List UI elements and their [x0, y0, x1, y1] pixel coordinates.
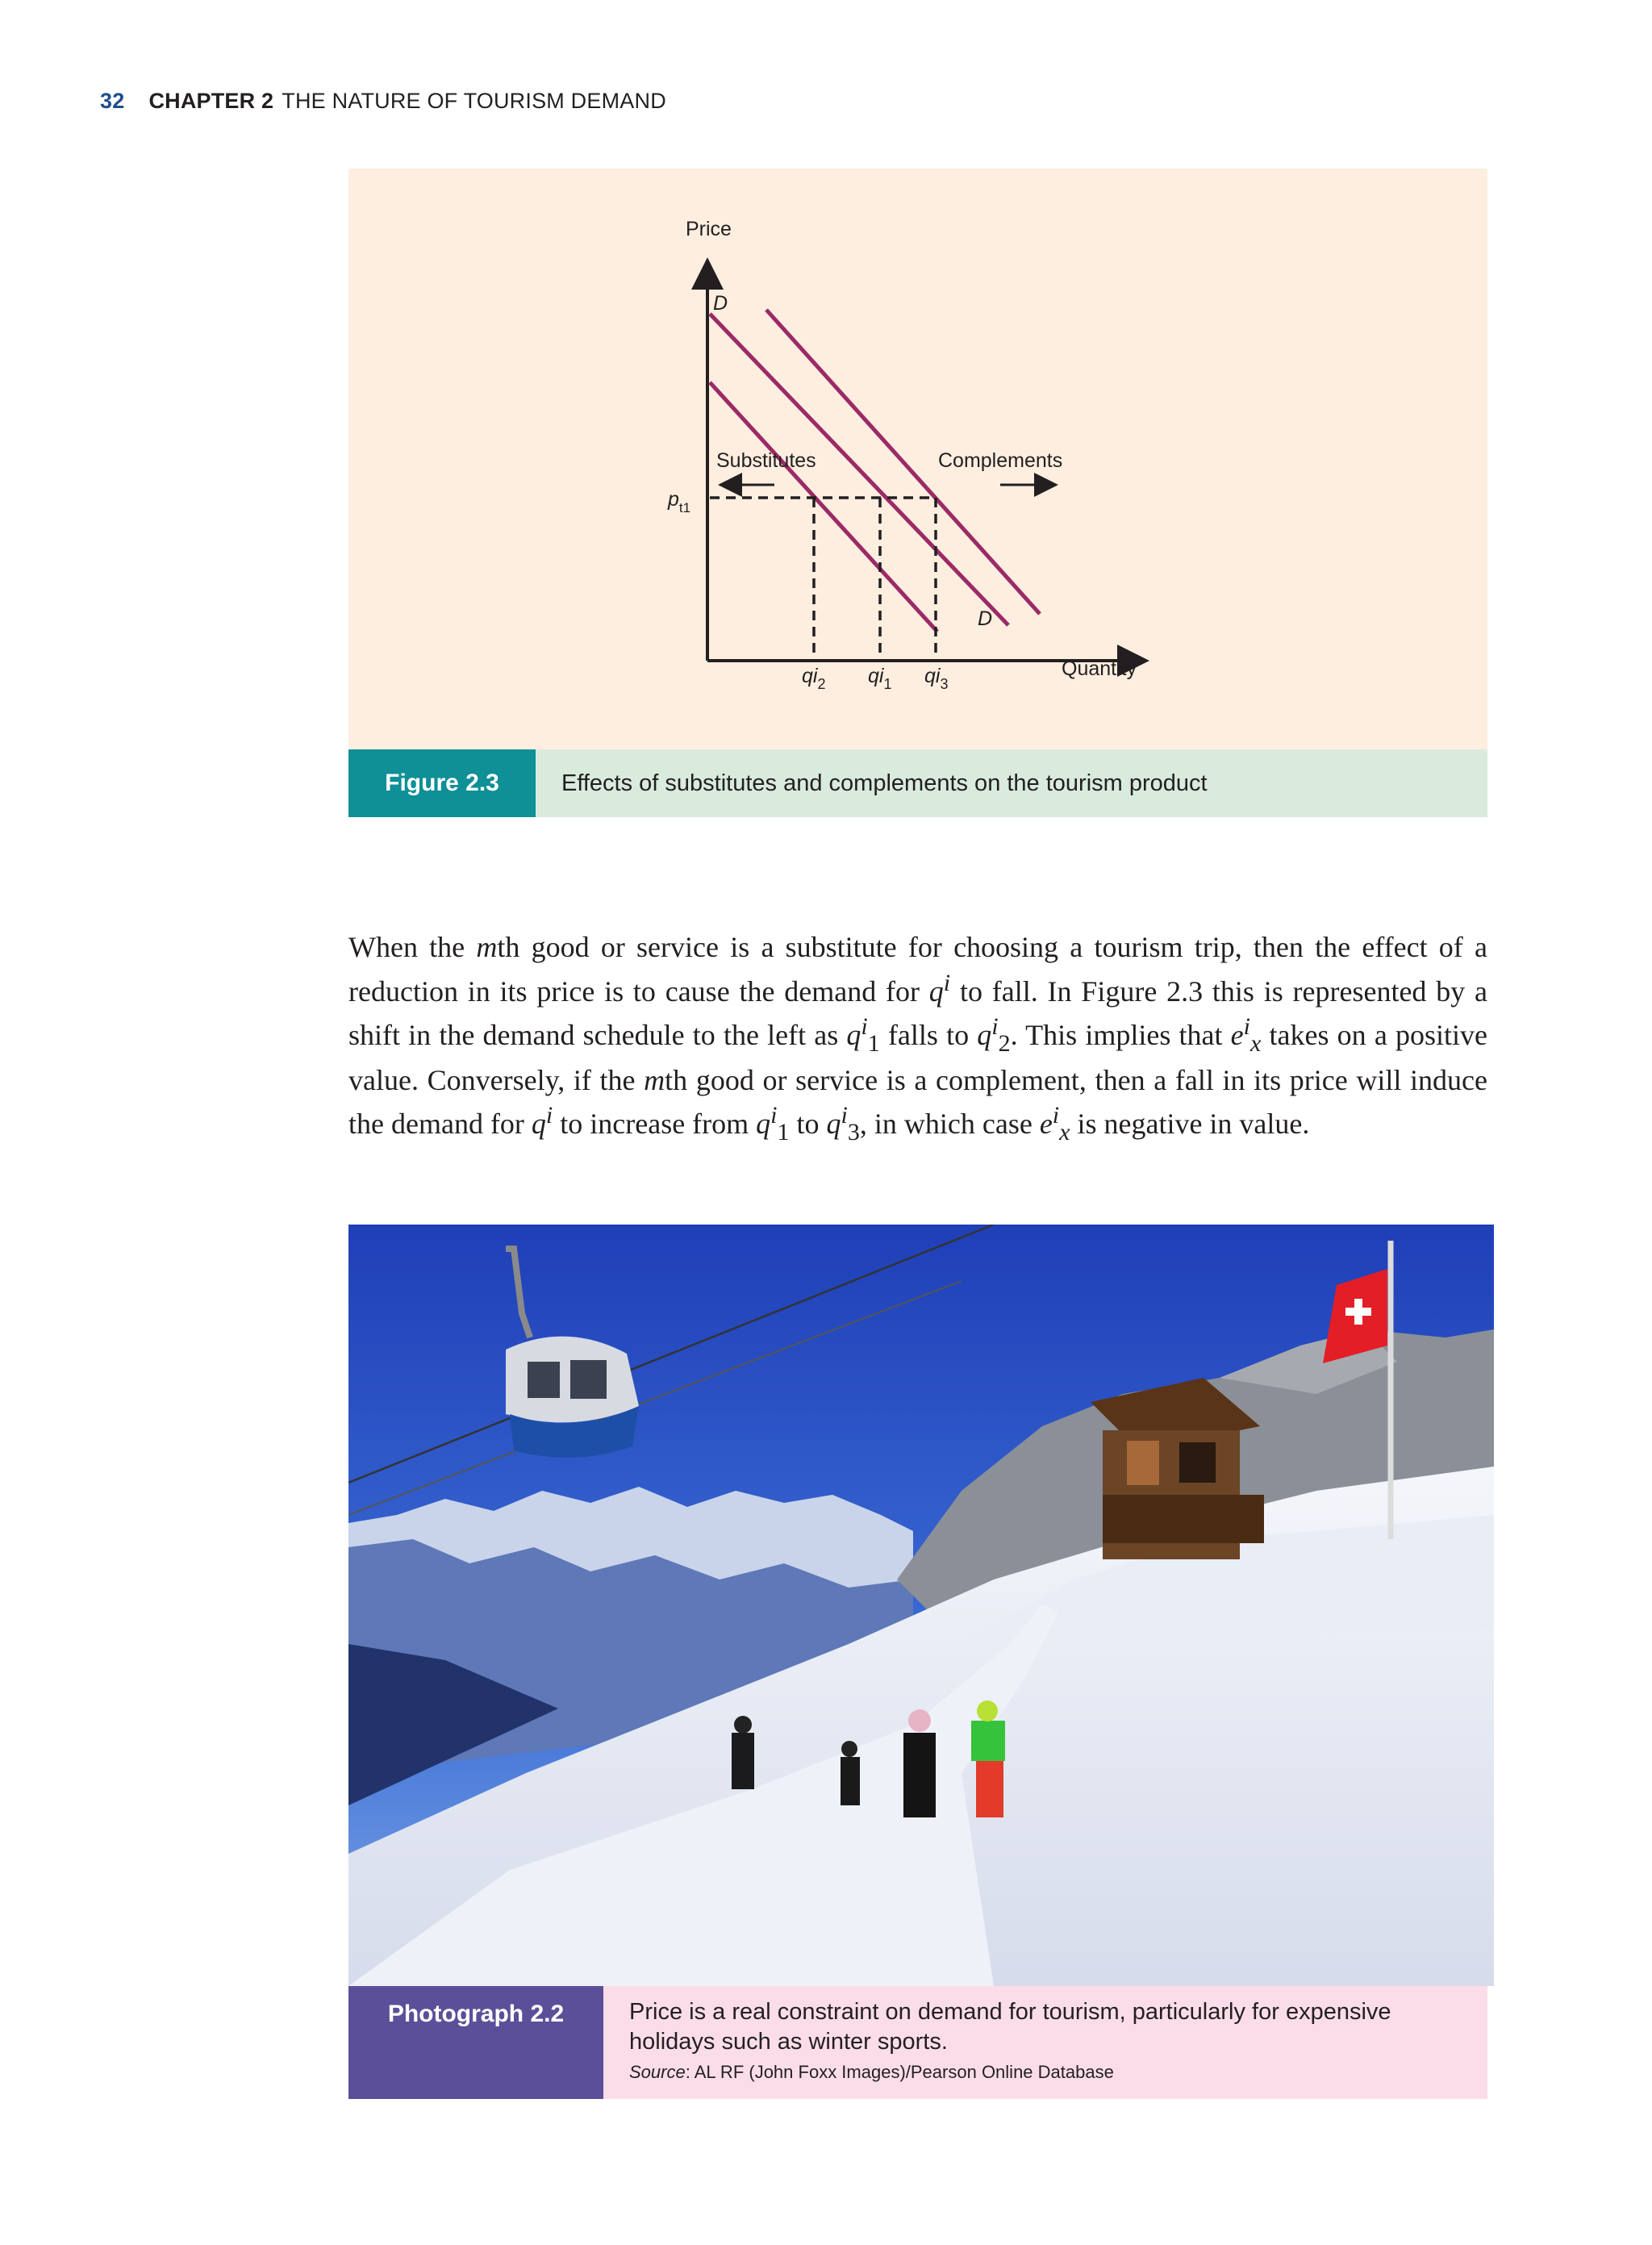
demand-curve-substitutes	[710, 382, 937, 632]
price-label: $p_{t1}$	[668, 488, 691, 515]
figure-panel	[348, 169, 1487, 749]
curve-label-bottom: D	[978, 607, 993, 630]
y-axis-label: Price	[686, 218, 732, 240]
substitutes-label: Substitutes	[716, 449, 816, 472]
running-head	[100, 89, 666, 114]
body-paragraph: When the mth good or service is a substitute for choosing a tourism trip, then the effect of a reduction in its price is to cause the demand for $q^i$ to fall. In Figure 2.3 this is represented by a shift in the demand schedule to the left as $q^i_1$ falls to $q^i_2$. This implies that $e^i_x$ takes on a positive value. Conversely, if the mth good or service is a complement, then a fall in its price will induce the demand for $q^i$ to increase from $q^i_1$ to $q^i_3$, in which case $e^i_x$ is negative in value.	[348, 931, 1488, 1146]
ski-resort-photo	[348, 1225, 1494, 1986]
x-axis-label: Quantity	[1062, 657, 1137, 680]
curve-label-top: D	[713, 292, 728, 315]
chapter-title: THE NATURE OF TOURISM DEMAND	[282, 89, 666, 113]
figure-caption-text: Effects of substitutes and complements on the tourism product	[561, 770, 1208, 796]
qty-label-q1: $qi_1$	[868, 665, 892, 692]
photo-source: Source: AL RF (John Foxx Images)/Pearson Online Database	[629, 2062, 1114, 2082]
complements-label: Complements	[938, 449, 1063, 472]
figure-label: Figure 2.3	[348, 749, 536, 817]
qty-label-q3: $qi_3$	[924, 665, 949, 692]
page-number: 32	[100, 89, 125, 113]
photo-caption-text: Price is a real constraint on demand for tourism, particularly for expensive holidays such as winter sports.	[629, 1999, 1391, 2055]
photo-label: Photograph 2.2	[348, 1986, 603, 2099]
demand-shift-diagram	[348, 169, 1487, 749]
photo-caption	[348, 1986, 1487, 2099]
chapter-label: CHAPTER 2	[148, 89, 274, 113]
figure-caption	[348, 749, 1487, 817]
qty-label-q2: $qi_2$	[802, 665, 826, 692]
